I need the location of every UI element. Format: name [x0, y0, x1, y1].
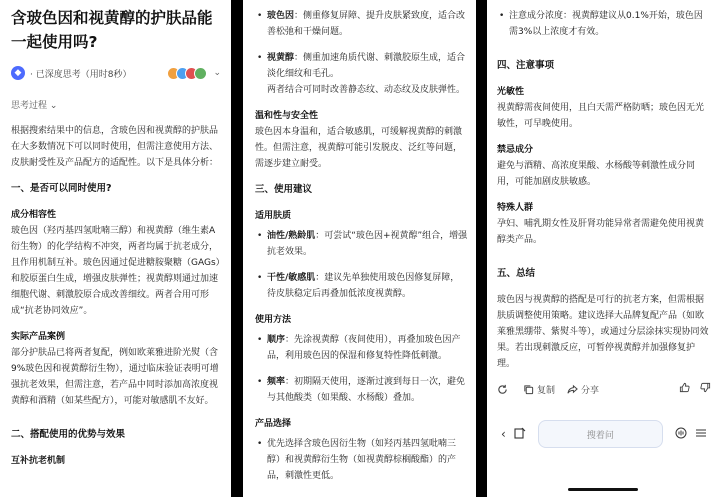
refresh-icon	[497, 384, 508, 395]
section-heading: 三、使用建议	[255, 184, 313, 195]
subheading: 禁忌成分	[497, 145, 534, 155]
list-item: • 注意成分浓度：视黄醇建议从0.1%开始，玻色因需3%以上浓度才有效。	[497, 8, 711, 40]
special-text: 孕妇、哺乳期女性及肝肾功能异常者需避免使用视黄醇类产品。	[497, 219, 705, 245]
source-avatars[interactable]	[171, 67, 221, 80]
list-item: • 频率：初期隔天使用，逐渐过渡到每日一次，避免与其他酸类（如果酸、水杨酸）叠加。	[255, 374, 468, 406]
subheading: 产品选择	[255, 419, 292, 429]
subheading: 温和性与安全性	[255, 111, 319, 121]
thumbs-down-icon[interactable]	[700, 382, 711, 396]
share-icon	[567, 384, 578, 395]
list-item: • 顺序：先涂视黄醇（夜间使用），再叠加玻色因产品，利用玻色因的保湿和修复特性降低刺激。	[255, 332, 468, 364]
photo-text: 视黄醇需夜间使用，且白天需严格防晒；玻色因无光敏性，可早晚使用。	[497, 103, 705, 129]
subheading: 实际产品案例	[11, 332, 66, 342]
copy-button[interactable]: 复制	[523, 383, 555, 396]
subheading: 光敏性	[497, 87, 525, 97]
home-indicator	[568, 488, 638, 491]
summary-text: 玻色因与视黄醇的搭配是可行的抗老方案，但需根据肤质调整使用策略。建议选择大品牌复配产品（如欧莱雅黑绷带、紫熨斗等），或通过分层涂抹实现协同效果。若出现刺激反应，可暂停视黄醇并加强修复护理。	[497, 295, 709, 369]
copy-icon	[523, 384, 534, 395]
list-item: • 干性/敏感肌：建议先单独使用玻色因修复屏障，待皮肤稳定后再叠加低浓度视黄醇。	[255, 270, 468, 302]
section-heading: 一、是否可以同时使用?	[11, 183, 112, 194]
list-item: • 优先选择含玻色因衍生物（如羟丙基四氢吡喃三醇）和视黄醇衍生物（如视黄醇棕榈酸酯）的产品，刺激性更低。	[255, 436, 468, 484]
back-icon[interactable]: ‹	[501, 427, 506, 441]
section-heading: 二、搭配使用的优势与效果	[11, 429, 126, 440]
source-avatar-icon	[194, 67, 207, 80]
subheading: 使用方法	[255, 315, 292, 325]
bottom-bar	[487, 418, 719, 450]
deep-think-chip[interactable]	[11, 62, 221, 84]
search-input[interactable]: 搜着问	[538, 420, 663, 448]
subheading: 成分相容性	[11, 210, 57, 220]
chevron-down-icon: ⌄	[213, 68, 221, 78]
new-chat-icon[interactable]	[514, 427, 526, 442]
list-item: • 视黄醇：侧重加速角质代谢、刺激胶原生成，适合淡化细纹和毛孔。	[255, 50, 468, 82]
share-button[interactable]: 分享	[567, 383, 599, 396]
thumbs-up-icon[interactable]	[679, 382, 690, 396]
list-extra-text: 两者结合可同时改善静态纹、动态纹及皮肤弹性。	[267, 85, 466, 95]
question-title: 含玻色因和视黄醇的护肤品能一起使用吗?	[11, 9, 213, 51]
subheading: 互补抗老机制	[11, 456, 66, 466]
case-text: 部分护肤品已将两者复配，例如欧莱雅进阶光熨（含9%玻色因和视黄醇衍生物），通过临床验证表明可增强抗老效果，但需注意，若产品中同时添加高浓度视黄醇和酒精（如某些配方），可能对敏感肌不友好。	[11, 348, 219, 406]
deep-think-label: · 已深度思考（用时8秒）	[30, 69, 132, 80]
list-item: • 油性/熟龄肌：可尝试“玻色因+视黄醇”组合，增强抗老效果。	[255, 228, 468, 260]
message-actions	[497, 382, 711, 396]
avoid-text: 避免与酒精、高浓度果酸、水杨酸等刺激性成分同用，可能加剧皮肤敏感。	[497, 161, 696, 187]
section-heading: 五、总结	[497, 268, 536, 279]
analysis-text: 玻色因（羟丙基四氢吡喃三醇）和视黄醇（维生素A衍生物）的化学结构不冲突，两者均属于抗老成分，且作用机制互补。玻色因通过促进糖胺聚糖（GAGs）和胶原蛋白生成，增强皮肤弹性；视黄醇则通过加速细胞代谢、刺激胶原合成改善细纹。两者合用可形成“抗老协同效应”。	[11, 226, 221, 316]
gentle-text: 玻色因本身温和，适合敏感肌，可缓解视黄醇的刺激性。但需注意，视黄醇可能引发脱皮、泛红等问题，需逐步建立耐受。	[255, 127, 463, 169]
subheading: 特殊人群	[497, 203, 534, 213]
regenerate-button[interactable]	[497, 384, 511, 395]
think-process-toggle[interactable]: 思考过程 ⌄	[11, 101, 58, 111]
deepseek-whale-icon: ◆	[11, 66, 25, 80]
voice-icon[interactable]	[675, 427, 687, 442]
answer-panel-1	[0, 0, 231, 497]
menu-icon[interactable]	[695, 427, 707, 442]
list-item: • 玻色因：侧重修复屏障、提升皮肤紧致度，适合改善松弛和干燥问题。	[255, 8, 468, 40]
subheading: 适用肤质	[255, 211, 292, 221]
section-heading: 四、注意事项	[497, 60, 555, 71]
answer-panel-3	[487, 0, 719, 497]
intro-text: 根据搜索结果中的信息，含玻色因和视黄醇的护肤品在大多数情况下可以同时使用，但需注意使用方法、皮肤耐受性及产品配方的适配性。以下是具体分析：	[11, 126, 219, 168]
answer-panel-2	[243, 0, 476, 497]
